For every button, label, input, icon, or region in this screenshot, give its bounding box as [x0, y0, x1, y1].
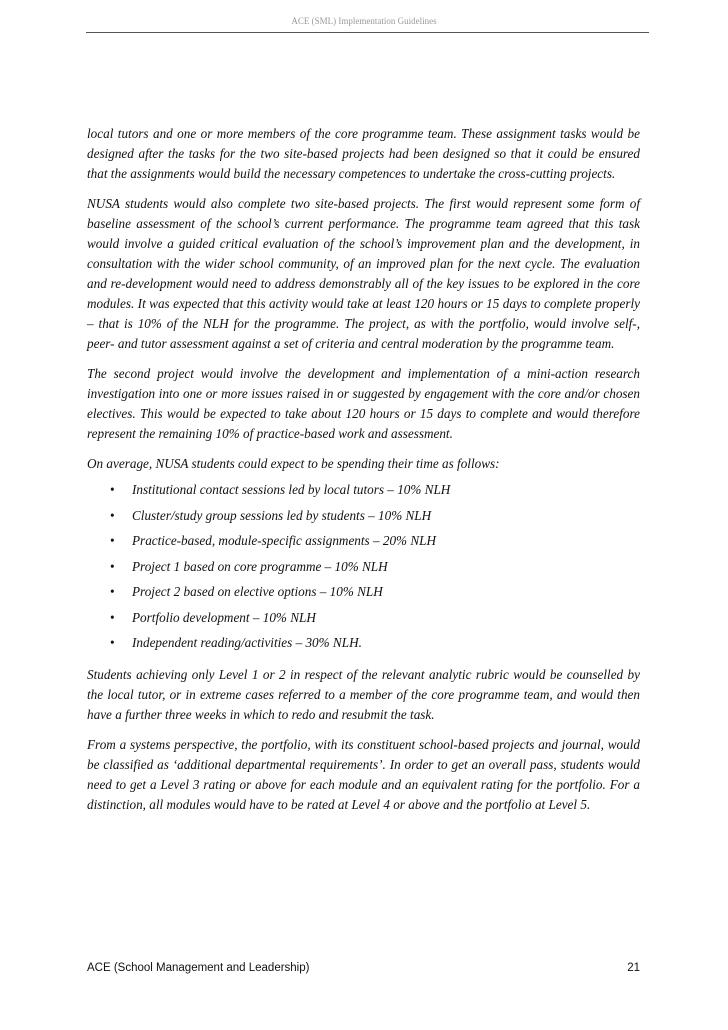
bullet-icon: •	[110, 533, 115, 548]
page-body	[87, 124, 640, 825]
list-item: • Independent reading/activities – 30% NLH.	[87, 633, 640, 653]
time-allocation-list	[87, 480, 640, 653]
list-item: • Cluster/study group sessions led by students – 10% NLH	[87, 506, 640, 526]
header-rule	[86, 32, 649, 33]
paragraph-5: Students achieving only Level 1 or 2 in respect of the relevant analytic rubric would be counselled by the local tutor, or in extreme cases referred to a member of the core programme team, and would then have a further three weeks in which to redo and resubmit the task.	[87, 667, 640, 722]
paragraph-2: NUSA students would also complete two site-based projects. The first would represent some form of baseline assessment of the school’s current performance. The programme team agreed that this task would involve a guided critical evaluation of the school’s improvement plan and the development, in consultation with the wider school community, of an improved plan for the next cycle. The evaluation and re-development would need to address demonstrably all of the key issues to be explored in the core modules. It was expected that this activity would take at least 120 hours or 15 days to complete properly – that is 10% of the NLH for the programme. The project, as with the portfolio, would involve self-, peer- and tutor assessment against a set of criteria and central moderation by the programme team.	[87, 196, 640, 351]
list-item: • Project 1 based on core programme – 10% NLH	[87, 557, 640, 577]
bullet-icon: •	[110, 507, 115, 523]
page-number: 21	[627, 962, 640, 974]
list-item: • Portfolio development – 10% NLH	[87, 608, 640, 628]
paragraph-3: The second project would involve the development and implementation of a mini-action research investigation into one or more issues raised in or suggested by engagement with the core and/or chosen electives. This would be expected to take about 120 hours or 15 days to complete and would therefore represent the remaining 10% of practice-based work and assessment.	[87, 366, 640, 441]
running-header: ACE (SML) Implementation Guidelines	[291, 16, 437, 26]
bullet-icon: •	[110, 609, 115, 625]
bullet-icon: •	[110, 558, 115, 574]
list-item: • Project 2 based on elective options – 10% NLH	[87, 582, 640, 602]
paragraph-1: local tutors and one or more members of the core programme team. These assignment tasks would be designed after the tasks for the two site-based projects had been designed so that it could be ensured that the assignments would build the necessary competences to undertake the cross-cutting projects.	[87, 126, 640, 181]
bullet-icon: •	[110, 635, 115, 650]
paragraph-4: On average, NUSA students could expect to be spending their time as follows:	[87, 456, 500, 471]
bullet-icon: •	[110, 482, 115, 497]
paragraph-6: From a systems perspective, the portfolio, with its constituent school-based projects and journal, would be classified as ‘additional departmental requirements’. In order to get an overall pass, students would need to get a Level 3 rating or above for each module and an equivalent rating for the portfolio. For a distinction, all modules would have to be rated at Level 4 or above and the portfolio at Level 5.	[87, 737, 640, 812]
list-item: • Practice-based, module-specific assignments – 20% NLH	[87, 531, 640, 551]
list-item: • Institutional contact sessions led by local tutors – 10% NLH	[87, 480, 640, 500]
bullet-icon: •	[110, 584, 115, 599]
footer-title: ACE (School Management and Leadership)	[87, 962, 310, 974]
